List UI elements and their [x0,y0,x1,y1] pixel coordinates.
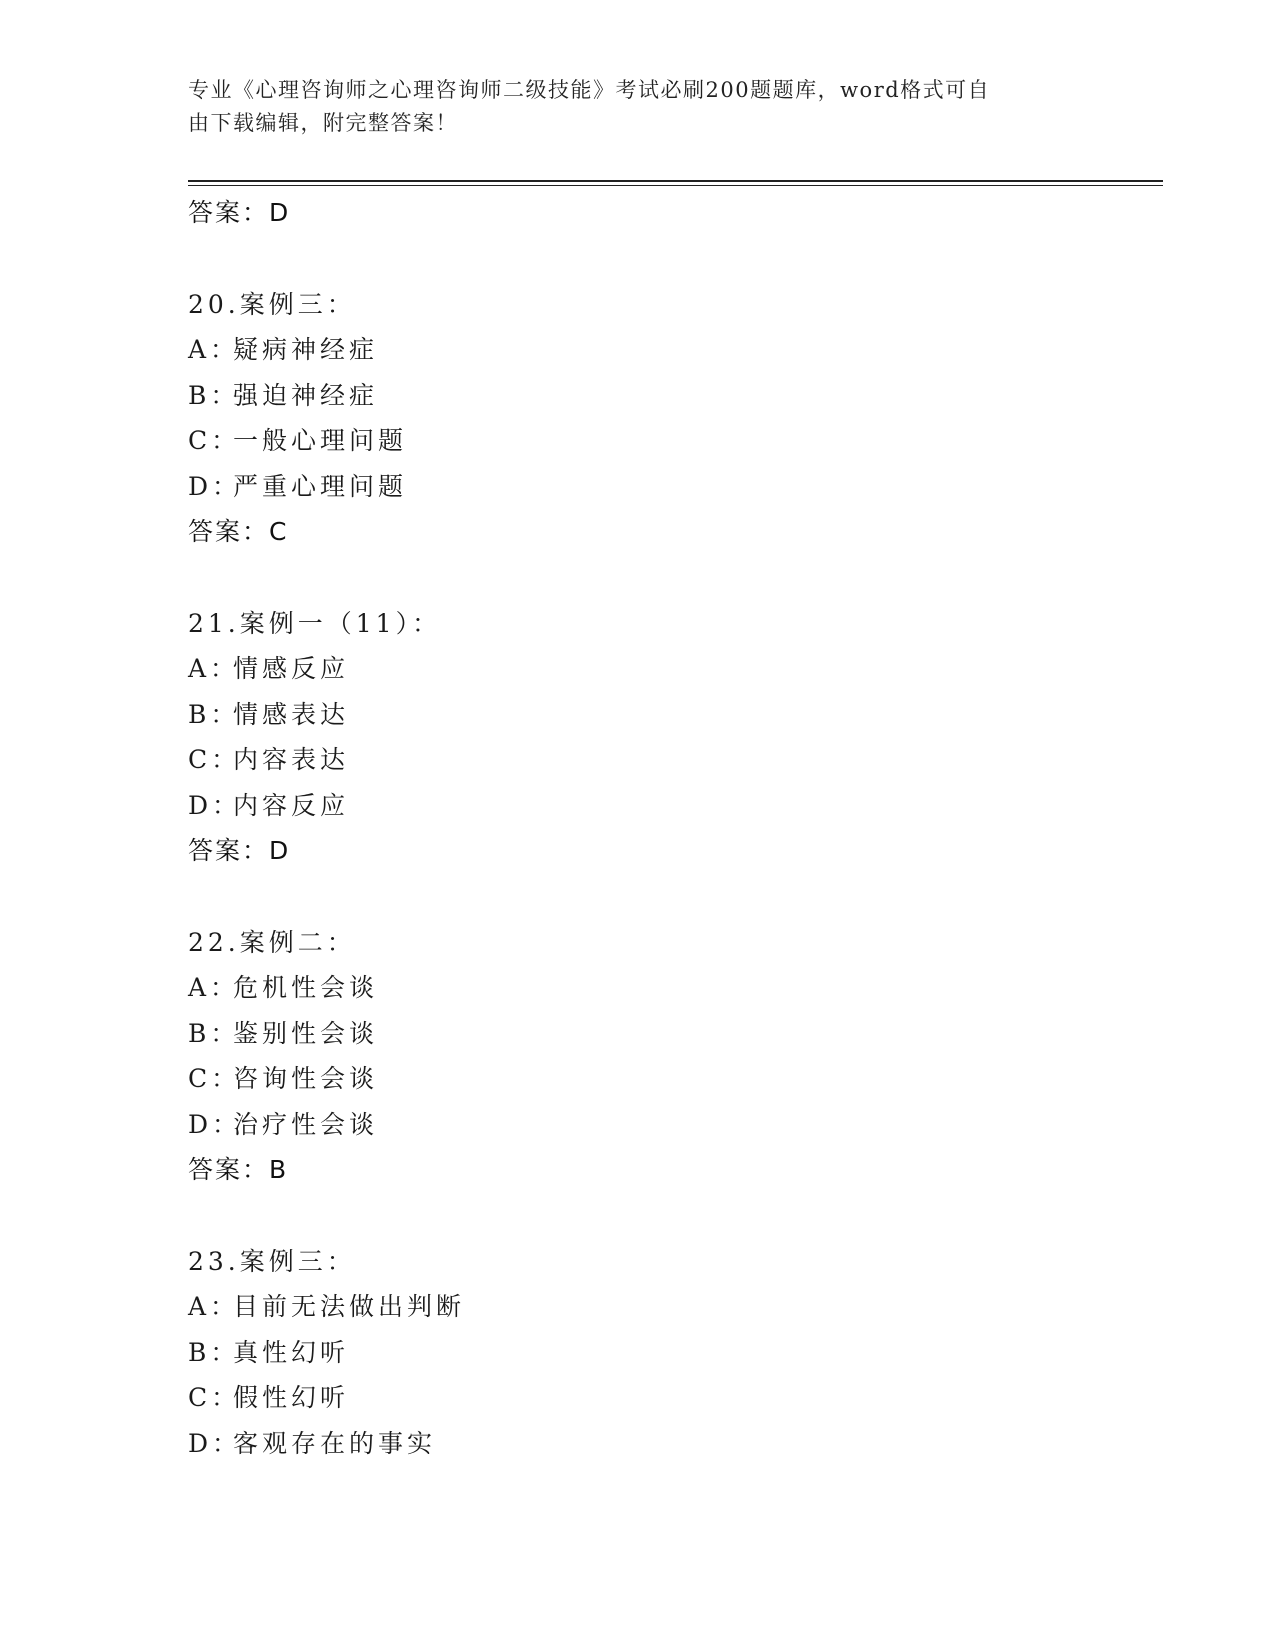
question-block-21 [188,601,1148,874]
option-text: 疑病神经症 [233,335,379,364]
option-letter: B： [188,1337,240,1367]
option-a [188,646,1148,692]
option-a [188,1284,1148,1330]
option-a [188,327,1148,373]
question-title: 22.案例二： [188,927,356,957]
option-letter: B： [188,1018,240,1048]
question-block-23 [188,1239,1148,1467]
spacer [188,874,1148,920]
option-letter: D： [188,1109,242,1139]
option-text: 咨询性会谈 [233,1064,379,1093]
option-text: 一般心理问题 [233,426,408,455]
option-letter: A： [188,335,240,364]
option-text: 内容表达 [233,745,350,774]
option-d [188,1421,1148,1467]
answer-line: 答案：D [188,836,291,865]
option-c [188,1056,1148,1102]
option-b [188,373,1148,419]
option-text: 严重心理问题 [233,471,408,501]
option-text: 危机性会谈 [233,973,379,1002]
option-text: 内容反应 [233,790,350,820]
question-title: 21.案例一（11）： [188,608,442,638]
option-letter: C： [188,1064,241,1093]
option-d [188,783,1148,829]
option-text: 治疗性会谈 [233,1109,379,1139]
question-block-22 [188,920,1148,1193]
question-title: 23.案例三： [188,1246,356,1276]
option-letter: A： [188,654,240,683]
option-b [188,1330,1148,1376]
option-c [188,1375,1148,1421]
option-text: 情感反应 [233,654,350,683]
option-b [188,1011,1148,1057]
option-text: 真性幻听 [233,1337,350,1367]
spacer [188,1193,1148,1239]
header-line-1: 专业《心理咨询师之心理咨询师二级技能》考试必刷200题题库，word格式可自 [188,78,991,102]
option-letter: D： [188,790,242,820]
spacer [188,555,1148,601]
question-block-20 [188,282,1148,555]
previous-answer: 答案：D [188,198,291,227]
option-letter: A： [188,973,240,1002]
option-letter: D： [188,471,242,501]
question-title: 20.案例三： [188,289,356,319]
answer-line: 答案：C [188,517,289,546]
option-text: 鉴别性会谈 [233,1018,379,1048]
option-letter: A： [188,1292,240,1321]
option-text: 目前无法做出判断 [233,1292,466,1321]
header-divider-thin [188,185,1163,186]
option-text: 情感表达 [233,699,350,729]
option-letter: C： [188,1383,241,1412]
header-line-2: 由下载编辑，附完整答案！ [188,111,458,135]
option-text: 强迫神经症 [233,380,379,410]
option-letter: C： [188,745,241,774]
option-b [188,692,1148,738]
option-letter: C： [188,426,241,455]
option-letter: B： [188,699,240,729]
option-d [188,1102,1148,1148]
option-letter: B： [188,380,240,410]
option-a [188,965,1148,1011]
option-c [188,737,1148,783]
question-list [188,190,1148,1466]
answer-line: 答案：B [188,1155,289,1184]
option-d [188,464,1148,510]
option-text: 客观存在的事实 [233,1428,437,1458]
option-text: 假性幻听 [233,1383,350,1412]
document-header [188,74,1068,140]
header-divider-thick [188,180,1163,182]
option-letter: D： [188,1428,242,1458]
spacer [188,236,1148,282]
option-c [188,418,1148,464]
